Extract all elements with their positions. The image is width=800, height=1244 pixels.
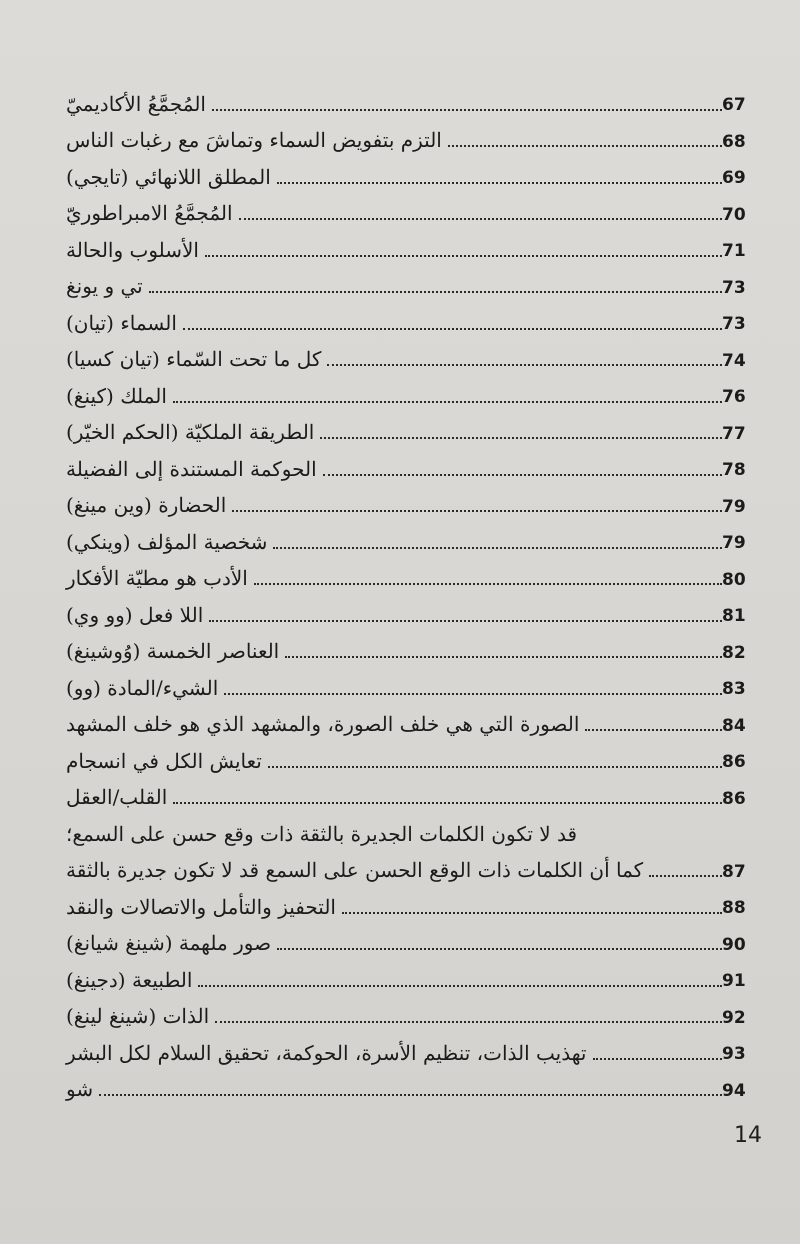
toc-entry-page: 94 [722, 1080, 746, 1101]
leader-dots [173, 802, 722, 804]
toc-entry-page: 79 [722, 533, 746, 554]
toc-entry-title: قد لا تكون الكلمات الجديرة بالثقة ذات وقع حسن على السمع؛ [66, 821, 578, 846]
toc-entry-title: الملك (كينغ) [66, 383, 167, 408]
toc-entry-page: 86 [722, 788, 746, 809]
leader-dots [273, 547, 722, 549]
toc-entry-page: 93 [722, 1044, 746, 1065]
leader-dots [268, 766, 722, 768]
toc-entry-page: 86 [722, 752, 746, 773]
leader-dots [285, 656, 722, 658]
leader-dots [183, 328, 722, 330]
toc-entry-title: تهذيب الذات، تنظيم الأسرة، الحوكمة، تحقيق السلام لكل البشر [66, 1040, 587, 1065]
toc-entry-page: 70 [722, 204, 746, 225]
toc-entry-page: 77 [722, 423, 746, 444]
toc-entry-page: 78 [722, 460, 746, 481]
toc-entry [62, 409, 752, 446]
toc-entry-page: 79 [722, 496, 746, 517]
toc-entry-title: المطلق اللانهائي (تايجي) [66, 164, 271, 189]
toc-entry-page: 68 [722, 131, 746, 152]
toc-entry [62, 920, 752, 957]
toc-entry [62, 847, 752, 884]
toc-entry [62, 372, 752, 409]
leader-dots [99, 1094, 722, 1096]
toc-entry-title: تعايش الكل في انسجام [66, 748, 262, 773]
toc-entry [62, 628, 752, 665]
toc-entry-title: الحضارة (وين مينغ) [66, 493, 227, 517]
leader-dots [198, 985, 722, 987]
leader-dots [323, 474, 722, 476]
toc-entry-title: الذات (شينغ لينغ) [66, 1004, 210, 1028]
toc-entry [62, 445, 752, 482]
toc-entry [62, 774, 752, 811]
leader-dots [649, 875, 722, 877]
toc-entry-page: 84 [722, 715, 746, 736]
toc-entry-page: 67 [722, 95, 746, 116]
table-of-contents [62, 80, 752, 1102]
toc-entry-title: التحفيز والتأمل والاتصالات والنقد [66, 894, 336, 919]
toc-entry-title: القلب/العقل [66, 785, 168, 809]
toc-entry-page: 90 [722, 934, 746, 955]
toc-entry [62, 153, 752, 190]
toc-entry [62, 336, 752, 373]
toc-entry-page: 83 [722, 679, 746, 700]
toc-entry-title: الصورة التي هي خلف الصورة، والمشهد الذي هو خلف المشهد [66, 712, 580, 736]
toc-entry-title: المُجمَّعُ الامبراطوريّ [66, 201, 233, 225]
toc-entry [62, 701, 752, 738]
toc-entry-title: الحوكمة المستندة إلى الفضيلة [66, 456, 317, 481]
leader-dots [448, 145, 722, 147]
toc-entry-title: شو [66, 1077, 94, 1101]
leader-dots [232, 510, 722, 512]
toc-entry-page: 69 [722, 168, 746, 189]
toc-entry-title: الأسلوب والحالة [66, 237, 199, 262]
leader-dots [212, 109, 722, 111]
toc-entry [62, 190, 752, 227]
leader-dots [239, 218, 722, 220]
toc-entry-page: 88 [722, 898, 746, 919]
leader-dots [277, 182, 722, 184]
toc-entry-page: 73 [722, 314, 746, 335]
toc-entry-page: 74 [722, 350, 746, 371]
toc-entry-title: العناصر الخمسة (وُوشينغ) [66, 639, 280, 663]
toc-entry [62, 518, 752, 555]
leader-dots [585, 729, 722, 731]
toc-entry-title: الطريقة الملكيّة (الحكم الخيّر) [66, 420, 315, 444]
leader-dots [320, 437, 722, 439]
leader-dots [327, 364, 722, 366]
toc-entry [62, 956, 752, 993]
toc-entry-title: السماء (تيان) [66, 310, 177, 335]
toc-entry-page: 87 [722, 861, 746, 882]
toc-entry-title: المُجمَّعُ الأكاديميّ [66, 91, 206, 116]
toc-entry-page: 76 [722, 387, 746, 408]
toc-entry-title: صور ملهمة (شينغ شيانغ) [66, 931, 272, 955]
toc-entry-continued-line [62, 810, 752, 847]
leader-dots [593, 1058, 723, 1060]
toc-entry-title: كما أن الكلمات ذات الوقع الحسن على السمع قد لا تكون جديرة بالثقة [66, 858, 644, 882]
toc-entry [62, 1029, 752, 1066]
toc-entry [62, 993, 752, 1030]
leader-dots [254, 583, 722, 585]
toc-entry-title: الطبيعة (دجينغ) [66, 967, 193, 992]
toc-entry [62, 117, 752, 154]
toc-entry [62, 664, 752, 701]
toc-entry-title: الشيء/المادة (وو) [66, 675, 219, 700]
leader-dots [215, 1021, 722, 1023]
toc-entry-title: الأدب هو مطيّة الأفكار [66, 566, 248, 590]
toc-entry-title: كل ما تحت السّماء (تيان كسيا) [66, 347, 322, 371]
toc-entry-page: 91 [722, 971, 746, 992]
toc-entry [62, 482, 752, 519]
toc-entry [62, 263, 752, 300]
toc-entry-title: اللا فعل (وو وي) [66, 602, 204, 627]
leader-dots [149, 291, 722, 293]
leader-dots [224, 693, 722, 695]
toc-entry-page: 80 [722, 569, 746, 590]
leader-dots [342, 912, 722, 914]
toc-entry [62, 226, 752, 263]
toc-entry-page: 82 [722, 642, 746, 663]
toc-entry [62, 555, 752, 592]
leader-dots [205, 255, 722, 257]
toc-entry [62, 737, 752, 774]
toc-entry-page: 71 [722, 241, 746, 262]
leader-dots [209, 620, 722, 622]
toc-entry-title: شخصية المؤلف (وينكي) [66, 529, 268, 554]
toc-entry-page: 81 [722, 606, 746, 627]
toc-entry [62, 80, 752, 117]
page-number: 14 [734, 1123, 762, 1148]
leader-dots [277, 948, 722, 950]
toc-entry-title: التزم بتفويض السماء وتماشَ مع رغبات الناس [66, 128, 442, 152]
toc-entry [62, 1066, 752, 1103]
toc-entry-page: 92 [722, 1007, 746, 1028]
toc-entry [62, 591, 752, 628]
toc-entry [62, 299, 752, 336]
toc-entry [62, 883, 752, 920]
toc-entry-title: تي و يونغ [66, 274, 143, 298]
leader-dots [173, 401, 722, 403]
toc-entry-page: 73 [722, 277, 746, 298]
